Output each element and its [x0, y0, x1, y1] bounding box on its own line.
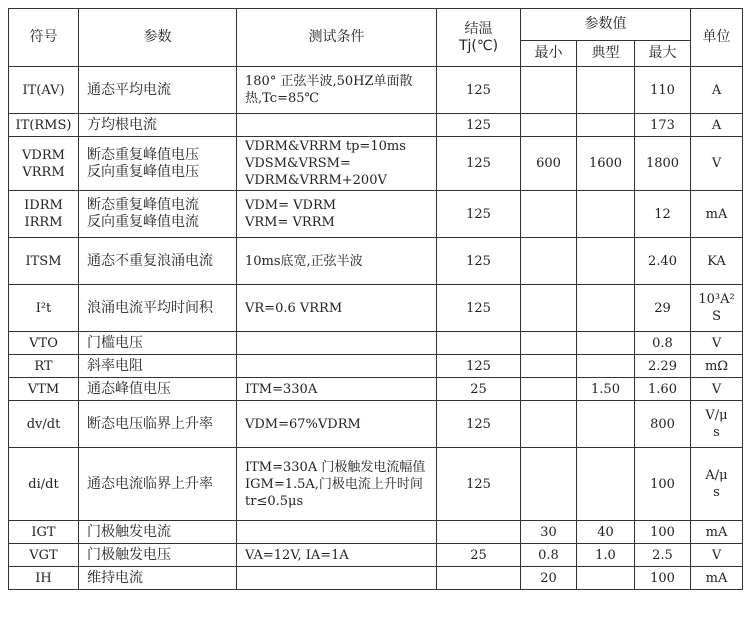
max-cell: 100 [635, 521, 691, 544]
symbol-cell-line: VRRM [22, 164, 65, 180]
condition-cell-line: VRM= VRRM [245, 215, 335, 230]
condition-cell-line: VDM= VDRM [245, 198, 337, 213]
table-row [9, 137, 743, 191]
condition-cell-line: VDM=67%VDRM [245, 416, 361, 432]
param-name-cell-line: 门极触发电流 [87, 523, 171, 540]
max-cell: 173 [635, 114, 691, 137]
header-symbol: 符号 [9, 9, 79, 67]
header-unit: 单位 [691, 9, 743, 67]
param-name-cell [79, 332, 237, 355]
symbol-cell-line: IDRM [24, 198, 63, 213]
param-name-cell-line: 通态峰值电压 [87, 380, 171, 397]
symbol-cell-line: IT(RMS) [15, 117, 72, 133]
table-row [9, 285, 743, 332]
header-max: 最大 [635, 41, 691, 67]
unit-cell-line: KA [707, 253, 726, 269]
max-cell: 110 [635, 67, 691, 114]
param-name-cell-line: 门极触发电压 [87, 546, 171, 563]
max-cell: 2.40 [635, 238, 691, 285]
tj-cell: 25 [437, 544, 521, 567]
param-name-cell-line: 通态电流临界上升率 [87, 475, 213, 492]
symbol-cell [9, 355, 79, 378]
condition-cell [237, 521, 437, 544]
unit-cell-line: V [711, 381, 722, 397]
min-cell [521, 332, 577, 355]
header-param: 参数 [79, 9, 237, 67]
symbol-cell [9, 567, 79, 590]
condition-cell [237, 355, 437, 378]
unit-cell [691, 378, 743, 401]
symbol-cell-line: IRRM [24, 215, 63, 230]
unit-cell-line: mΩ [704, 358, 729, 374]
typ-cell [577, 401, 635, 448]
tj-cell [437, 521, 521, 544]
param-name-cell [79, 238, 237, 285]
unit-cell-line: mA [705, 570, 728, 586]
param-name-cell-line: 通态平均电流 [87, 81, 171, 98]
condition-cell [237, 378, 437, 401]
unit-cell-line: A [711, 82, 722, 98]
table-row [9, 355, 743, 378]
param-name-cell [79, 191, 237, 238]
table-row [9, 544, 743, 567]
param-name-cell-line: 断态电压临界上升率 [87, 415, 213, 432]
min-cell [521, 238, 577, 285]
unit-cell-line: A [711, 117, 722, 133]
max-cell: 800 [635, 401, 691, 448]
typ-cell: 1.50 [577, 378, 635, 401]
tj-cell [437, 332, 521, 355]
param-name-cell [79, 378, 237, 401]
condition-cell [237, 285, 437, 332]
param-name-cell-line: 维持电流 [87, 569, 143, 586]
symbol-cell [9, 544, 79, 567]
tj-cell: 125 [437, 448, 521, 521]
header-tj [437, 9, 521, 67]
unit-cell-line: V/μ [705, 408, 728, 423]
tj-cell: 125 [437, 191, 521, 238]
tj-cell: 125 [437, 285, 521, 332]
condition-cell [237, 67, 437, 114]
condition-cell [237, 401, 437, 448]
max-cell: 12 [635, 191, 691, 238]
unit-cell [691, 285, 743, 332]
condition-cell [237, 191, 437, 238]
symbol-cell-line: I²t [35, 300, 52, 316]
condition-cell-line: VDSM&VRSM= VDRM&VRRM+200V [245, 156, 387, 188]
header-condition: 测试条件 [237, 9, 437, 67]
table-row [9, 191, 743, 238]
condition-cell-line: 180° 正弦半波,50HZ单面散热,Tc=85℃ [245, 74, 413, 106]
min-cell [521, 378, 577, 401]
table-row [9, 567, 743, 590]
param-name-cell-line: 反向重复峰值电流 [87, 214, 199, 230]
typ-cell [577, 114, 635, 137]
unit-cell-line: V [711, 335, 722, 351]
min-cell [521, 191, 577, 238]
param-name-cell [79, 137, 237, 191]
table-row [9, 521, 743, 544]
min-cell [521, 355, 577, 378]
max-cell: 2.5 [635, 544, 691, 567]
unit-cell-line: s [713, 485, 720, 500]
table-row [9, 448, 743, 521]
condition-cell-line: VR=0.6 VRRM [245, 300, 343, 316]
table-row [9, 401, 743, 448]
table-row [9, 332, 743, 355]
param-name-cell [79, 114, 237, 137]
tj-cell: 125 [437, 67, 521, 114]
header-min: 最小 [521, 41, 577, 67]
typ-cell [577, 567, 635, 590]
symbol-cell [9, 401, 79, 448]
tj-cell: 125 [437, 401, 521, 448]
min-cell: 30 [521, 521, 577, 544]
unit-cell [691, 191, 743, 238]
typ-cell [577, 355, 635, 378]
unit-cell [691, 521, 743, 544]
tj-cell: 125 [437, 137, 521, 191]
table-row [9, 67, 743, 114]
unit-cell [691, 332, 743, 355]
param-name-cell-line: 浪涌电流平均时间积 [87, 299, 213, 316]
param-name-cell-line: 通态不重复浪涌电流 [87, 252, 213, 269]
param-name-cell [79, 355, 237, 378]
header-tj-line2: Tj(℃) [458, 37, 499, 54]
unit-cell-line: A/μ [705, 468, 728, 483]
typ-cell [577, 238, 635, 285]
symbol-cell-line: VDRM [22, 147, 65, 163]
condition-cell [237, 544, 437, 567]
symbol-cell [9, 285, 79, 332]
condition-cell [237, 567, 437, 590]
min-cell [521, 401, 577, 448]
symbol-cell-line: di/dt [28, 476, 59, 492]
symbol-cell-line: VTM [27, 381, 60, 397]
typ-cell: 1.0 [577, 544, 635, 567]
param-name-cell [79, 521, 237, 544]
unit-cell-line: mA [705, 206, 728, 222]
unit-cell [691, 567, 743, 590]
unit-cell-line: V [711, 156, 722, 171]
condition-cell [237, 238, 437, 285]
param-name-cell [79, 67, 237, 114]
unit-cell [691, 67, 743, 114]
typ-cell [577, 448, 635, 521]
symbol-cell [9, 521, 79, 544]
tj-cell: 125 [437, 238, 521, 285]
condition-cell-line: VDRM&VRRM tp=10ms [245, 139, 406, 154]
unit-cell [691, 137, 743, 191]
typ-cell [577, 332, 635, 355]
condition-cell-line: ITM=330A 门极触发电流幅值 IGM=1.5A,门极电流上升时间tr≤0.5μs [245, 459, 426, 509]
param-name-cell-line: 反向重复峰值电压 [87, 163, 199, 180]
symbol-cell-line: VGT [29, 547, 58, 563]
typ-cell: 40 [577, 521, 635, 544]
min-cell: 20 [521, 567, 577, 590]
min-cell: 600 [521, 137, 577, 191]
symbol-cell-line: VTO [29, 335, 58, 351]
unit-cell-line: s [713, 425, 720, 440]
table-row [9, 378, 743, 401]
unit-cell [691, 238, 743, 285]
max-cell: 100 [635, 448, 691, 521]
symbol-cell [9, 238, 79, 285]
min-cell [521, 67, 577, 114]
symbol-cell-line: IGT [31, 524, 56, 540]
symbol-cell [9, 378, 79, 401]
param-name-cell [79, 401, 237, 448]
symbol-cell [9, 114, 79, 137]
param-name-cell-line: 门槛电压 [87, 334, 143, 351]
symbol-cell [9, 191, 79, 238]
typ-cell: 1600 [577, 137, 635, 191]
table-row [9, 238, 743, 285]
max-cell: 2.29 [635, 355, 691, 378]
symbol-cell-line: RT [34, 358, 53, 374]
unit-cell-line: 10³A² [698, 292, 735, 307]
condition-cell [237, 448, 437, 521]
param-name-cell-line: 断态重复峰值电流 [87, 197, 199, 213]
unit-cell [691, 544, 743, 567]
symbol-cell-line: ITSM [25, 253, 62, 269]
condition-cell [237, 137, 437, 191]
max-cell: 1800 [635, 137, 691, 191]
max-cell: 100 [635, 567, 691, 590]
param-name-cell [79, 544, 237, 567]
tj-cell: 125 [437, 114, 521, 137]
max-cell: 29 [635, 285, 691, 332]
unit-cell [691, 355, 743, 378]
param-name-cell-line: 断态重复峰值电压 [87, 146, 199, 163]
table-body [9, 67, 743, 590]
unit-cell [691, 448, 743, 521]
tj-cell [437, 567, 521, 590]
symbol-cell-line: IT(AV) [22, 82, 65, 98]
min-cell [521, 448, 577, 521]
condition-cell-line: 10ms底宽,正弦半波 [245, 253, 363, 269]
header-values: 参数值 [521, 9, 691, 41]
unit-cell-line: mA [705, 524, 728, 540]
condition-cell [237, 114, 437, 137]
unit-cell-line: S [712, 309, 721, 324]
param-name-cell-line: 斜率电阻 [87, 357, 143, 374]
symbol-cell-line: IH [35, 570, 52, 586]
condition-cell-line: ITM=330A [245, 381, 318, 397]
param-name-cell [79, 448, 237, 521]
symbol-cell [9, 332, 79, 355]
symbol-cell [9, 67, 79, 114]
header-tj-line1: 结温 [464, 20, 493, 37]
min-cell [521, 114, 577, 137]
spec-table [8, 8, 743, 590]
param-name-cell [79, 567, 237, 590]
max-cell: 1.60 [635, 378, 691, 401]
max-cell: 0.8 [635, 332, 691, 355]
table-header [9, 9, 743, 67]
typ-cell [577, 285, 635, 332]
symbol-cell [9, 137, 79, 191]
header-typ: 典型 [577, 41, 635, 67]
typ-cell [577, 67, 635, 114]
symbol-cell-line: dv/dt [26, 416, 61, 432]
tj-cell: 125 [437, 355, 521, 378]
symbol-cell [9, 448, 79, 521]
param-name-cell [79, 285, 237, 332]
table-row [9, 114, 743, 137]
min-cell [521, 285, 577, 332]
condition-cell [237, 332, 437, 355]
param-name-cell-line: 方均根电流 [87, 116, 157, 133]
condition-cell-line: VA=12V, IA=1A [245, 547, 349, 563]
unit-cell [691, 114, 743, 137]
typ-cell [577, 191, 635, 238]
tj-cell: 25 [437, 378, 521, 401]
unit-cell-line: V [711, 547, 722, 563]
min-cell: 0.8 [521, 544, 577, 567]
unit-cell [691, 401, 743, 448]
